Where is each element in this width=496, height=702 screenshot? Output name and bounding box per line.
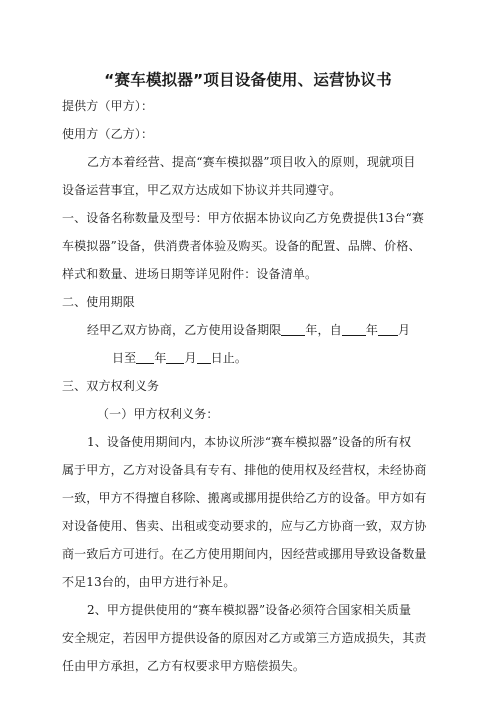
start-year-label: 年 bbox=[365, 323, 379, 337]
item1-line-5: 商一致后方可进行。在乙方使用期间内，因经营或挪用导致设备数量 bbox=[62, 547, 427, 561]
end-year-label: 年 bbox=[154, 351, 167, 365]
item2-line-1: 2、甲方提供使用的“赛车模拟器”设备必须符合国家相关质量 bbox=[87, 603, 412, 617]
end-day-label: 日止。 bbox=[210, 351, 248, 365]
section3-subheading: （一）甲方权利义务： bbox=[97, 407, 219, 421]
section1-line-3: 样式和数量、进场日期等详见附件：设备清单。 bbox=[62, 267, 318, 281]
party-a-line: 提供方（甲方）： bbox=[62, 99, 154, 113]
document-title: “赛车模拟器”项目设备使用、运营协议书 bbox=[104, 71, 392, 89]
item1-line-1: 1、设备使用期间内，本协议所涉“赛车模拟器”设备的所有权 bbox=[87, 435, 412, 449]
start-year-blank bbox=[342, 322, 366, 336]
section3-heading: 三、双方权利义务 bbox=[62, 379, 160, 393]
start-month-label: 月 bbox=[398, 323, 411, 337]
preamble-line-2: 设备运营事宜，甲乙双方达成如下协议并共同遵守。 bbox=[62, 183, 342, 197]
section1-line-1: 一、设备名称数量及型号：甲方依据本协议向乙方免费提供13台“赛 bbox=[62, 211, 425, 225]
end-month-blank bbox=[166, 350, 184, 364]
section1-line-2: 车模拟器”设备，供消费者体验及购买。设备的配置、品牌、价格、 bbox=[62, 239, 421, 253]
item1-line-6: 不足13台的，由甲方进行补足。 bbox=[62, 575, 236, 589]
years-blank bbox=[281, 322, 305, 336]
item1-line-3: 一致，甲方不得擅自移除、搬离或挪用提供给乙方的设备。甲方如有 bbox=[62, 491, 427, 505]
start-day-label: 日至 bbox=[112, 351, 137, 365]
term-year-text: 年，自 bbox=[305, 323, 342, 337]
section2-term-line-2 bbox=[112, 348, 247, 368]
section2-term-line-1 bbox=[87, 320, 410, 340]
end-year-blank bbox=[136, 350, 154, 364]
item1-line-4: 对设备使用、售卖、出租或变动要求的，应与乙方协商一致，双方协 bbox=[62, 519, 427, 533]
item2-line-3: 任由甲方承担，乙方有权要求甲方赔偿损失。 bbox=[62, 659, 306, 673]
item1-line-2: 属于甲方，乙方对设备具有专有、排他的使用权及经营权，未经协商 bbox=[62, 463, 427, 477]
start-month-blank bbox=[378, 322, 398, 336]
preamble-line-1: 乙方本着经营、提高“赛车模拟器”项目收入的原则，现就项目 bbox=[87, 155, 416, 169]
section2-heading: 二、使用期限 bbox=[62, 295, 135, 309]
item2-line-2: 安全规定，若因甲方提供设备的原因对乙方或第三方造成损失，其责 bbox=[62, 631, 427, 645]
party-b-line: 使用方（乙方）： bbox=[62, 127, 154, 141]
end-day-blank bbox=[197, 350, 211, 364]
term-lead-text: 经甲乙双方协商，乙方使用设备期限 bbox=[87, 323, 282, 337]
end-month-label: 月 bbox=[184, 351, 197, 365]
